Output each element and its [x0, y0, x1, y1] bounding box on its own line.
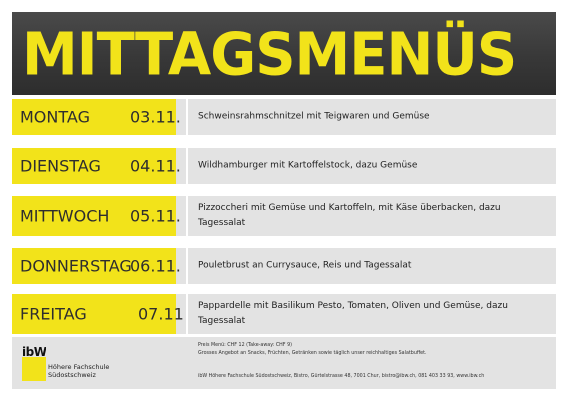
menu-row-monday: [12, 99, 556, 135]
day-box: [12, 248, 181, 284]
divider: [186, 294, 188, 334]
day-date: 07.11: [138, 304, 184, 324]
meal-description: Wildhamburger mit Kartoffelstock, dazu Gemüse: [198, 160, 418, 171]
menu-row-thursday: [12, 248, 556, 284]
meal-description: Pizzoccheri mit Gemüse und Kartoffeln, mit Käse überbacken, dazu Tagessalat: [198, 203, 501, 228]
divider: [186, 196, 188, 236]
day-box: [12, 196, 181, 236]
day-name: MITTWOCH: [20, 206, 110, 226]
header-banner: [12, 12, 556, 95]
day-box: [12, 148, 181, 184]
divider: [186, 148, 188, 184]
school-name: [48, 363, 109, 379]
day-date: 06.11.: [130, 256, 181, 276]
school-name-line1: Höhere Fachschule: [48, 363, 110, 371]
meal-description: Pappardelle mit Basilikum Pesto, Tomaten, Oliven und Gemüse, dazu Tagessalat: [198, 301, 508, 326]
meal-description: Pouletbrust an Currysauce, Reis und Tagessalat: [198, 260, 412, 271]
divider: [186, 248, 188, 284]
day-name: FREITAG: [20, 304, 87, 324]
day-date: 04.11.: [130, 156, 181, 176]
day-box: [12, 99, 181, 135]
day-name: DIENSTAG: [20, 156, 101, 176]
day-date: 03.11.: [130, 107, 181, 127]
menu-row-tuesday: [12, 148, 556, 184]
day-name: DONNERSTAG: [20, 256, 132, 276]
page-title: MITTAGSMENÜS: [22, 20, 517, 90]
contact-address: ibW Höhere Fachschule Südostschweiz, Bistro, Gürtelstrasse 48, 7001 Chur, bistro@ibw.ch, 081 403 33 93, www.ibw.ch: [198, 374, 485, 379]
price-line: Preis Menü: CHF 12 (Take-away: CHF 9): [198, 343, 292, 348]
school-name-line2: Südostschweiz: [48, 371, 96, 379]
divider: [186, 99, 188, 135]
offer-line: Grosses Angebot an Snacks, Früchten, Getränken sowie täglich unser reichhaltiges Salatbuffet.: [198, 351, 427, 356]
ibw-logo-icon: [22, 343, 46, 381]
footer: [12, 337, 556, 389]
price-info: [198, 342, 548, 358]
day-name: MONTAG: [20, 107, 90, 127]
day-date: 05.11.: [130, 206, 181, 226]
menu-row-wednesday: [12, 196, 556, 236]
logo-text: ibW: [22, 345, 46, 359]
meal-description: Schweinsrahmschnitzel mit Teigwaren und Gemüse: [198, 111, 430, 122]
menu-row-friday: [12, 294, 556, 334]
day-box: [12, 294, 184, 334]
